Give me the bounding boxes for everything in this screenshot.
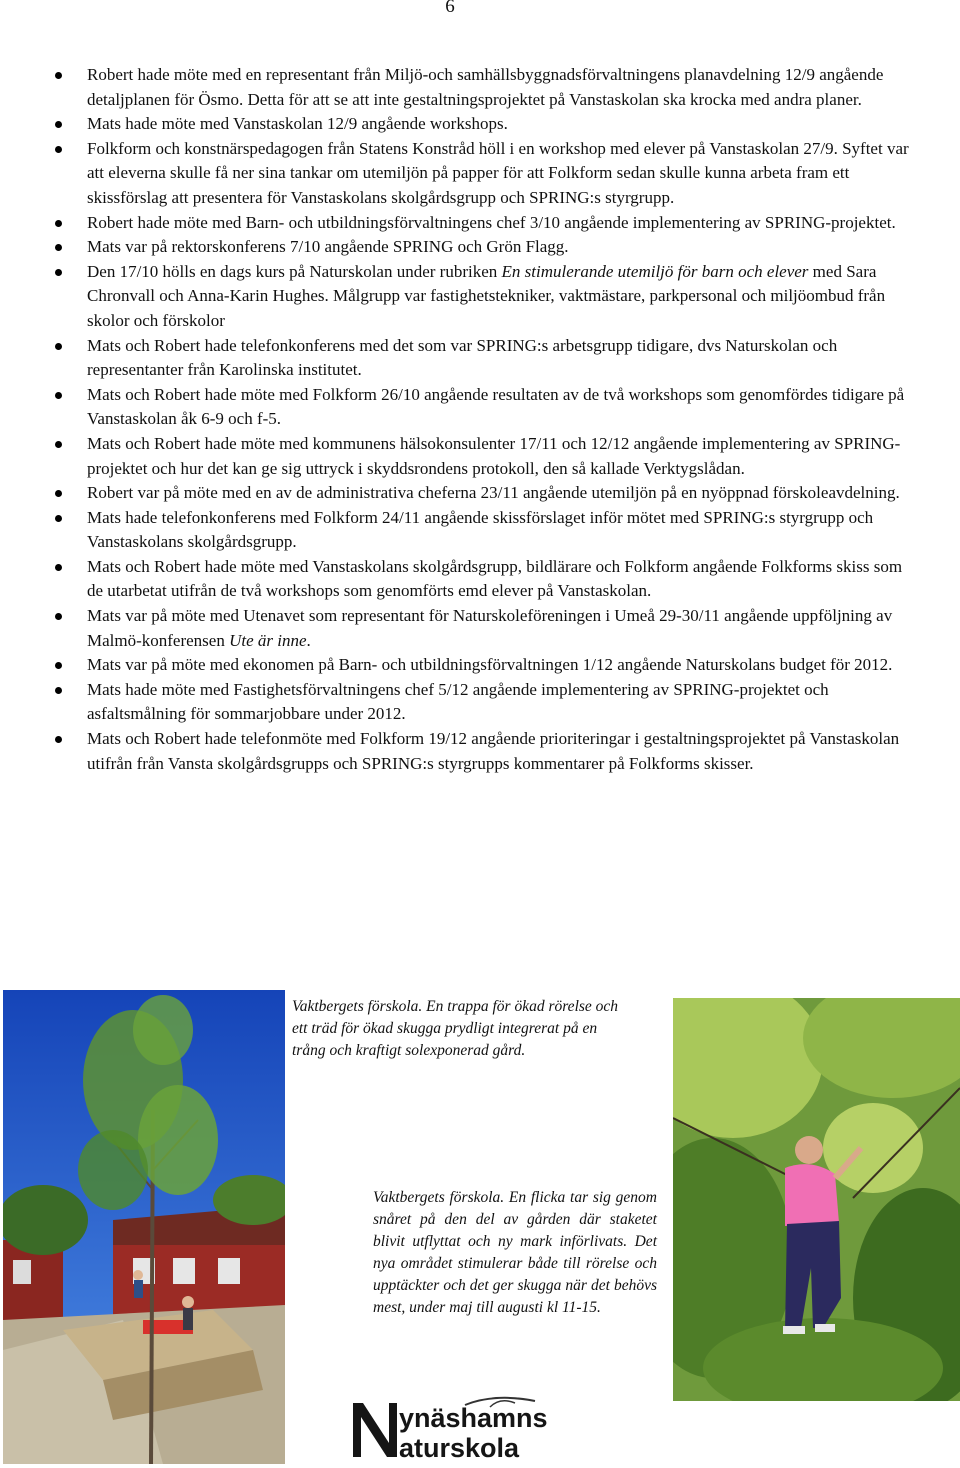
list-item: Robert hade möte med en representant från Miljö-och samhällsbyggnadsförvaltningens planavdelning 12/9 angående detaljplanen för Ösmo. Detta för att se att inte gestaltningsprojektet på Vanstaskolan ska krocka med andra planer.	[55, 63, 915, 112]
list-item: Mats och Robert hade telefonkonferens med det som var SPRING:s arbetsgrupp tidigare, dvs Naturskolan och representanter från Karolinska institutet.	[55, 334, 915, 383]
list-item: Robert hade möte med Barn- och utbildningsförvaltningens chef 3/10 angående implementering av SPRING-projektet.	[55, 211, 915, 236]
girl-in-thicket-photo	[673, 998, 960, 1401]
page-number: 6	[445, 0, 455, 17]
list-item: Mats och Robert hade möte med kommunens hälsokonsulenter 17/11 och 12/12 angående implementering av SPRING-projektet och hur det kan ge sig uttryck i skyddsrondens protokoll, den så kallade Verktygslådan.	[55, 432, 915, 481]
list-item: Mats hade telefonkonferens med Folkform 24/11 angående skissförslaget inför mötet med SPRING:s styrgrupp och Vanstaskolans skolgårdsgrupp.	[55, 506, 915, 555]
list-item: Den 17/10 hölls en dags kurs på Naturskolan under rubriken En stimulerande utemiljö för barn och elever med Sara Chronvall och Anna-Karin Hughes. Målgrupp var fastighetstekniker, vaktmästare, parkpersonal och miljöombud från skolor och förskolor	[55, 260, 915, 334]
logo-graphic	[345, 1395, 575, 1463]
list-item: Robert var på möte med en av de administrativa cheferna 23/11 angående utemiljön på en nyöppnad förskoleavdelning.	[55, 481, 915, 506]
preschool-yard-photo	[3, 990, 285, 1464]
list-item: Mats var på rektorskonferens 7/10 angående SPRING och Grön Flagg.	[55, 235, 915, 260]
activity-list	[55, 63, 915, 776]
photo-caption-left: Vaktbergets förskola. En trappa för ökad rörelse och ett träd för ökad skugga prydligt integrerat på en trång och kraftigt solexponerad gård.	[292, 998, 619, 1059]
list-item: Mats och Robert hade möte med Folkform 26/10 angående resultaten av de två workshops som genomfördes tidigare på Vanstaskolan åk 6-9 och f-5.	[55, 383, 915, 432]
preschool-yard-illustration	[3, 990, 285, 1464]
list-item: Mats var på möte med Utenavet som representant för Naturskoleföreningen i Umeå 29-30/11 angående uppföljning av Malmö-konferensen Ute är inne.	[55, 604, 915, 653]
list-item: Folkform och konstnärspedagogen från Statens Konstråd höll i en workshop med elever på Vanstaskolan 27/9. Syftet var att eleverna skulle få ner sina tankar om utemiljön på papper för att Folkform sedan skulle kunna arbeta fram ett skissförslag att presentera för Vanstaskolans skolgårdsgrupp och SPRING:s styrgrupp.	[55, 137, 915, 211]
list-item: Mats var på möte med ekonomen på Barn- och utbildningsförvaltningen 1/12 angående Naturskolans budget för 2012.	[55, 653, 915, 678]
thicket-illustration	[673, 998, 960, 1401]
nynashamns-naturskola-logo	[345, 1395, 575, 1463]
list-item: Mats och Robert hade möte med Vanstaskolans skolgårdsgrupp, bildlärare och Folkform angående Folkforms skiss som de utarbetat utifrån de två workshops som genomförts emd elever på Vanstaskolan.	[55, 555, 915, 604]
list-item: Mats och Robert hade telefonmöte med Folkform 19/12 angående prioriteringar i gestaltningsprojektet på Vanstaskolan utifrån från Vansta skolgårdsgrupps och SPRING:s styrgrupps kommentarer på Folkforms skisser.	[55, 727, 915, 776]
list-item: Mats hade möte med Fastighetsförvaltningens chef 5/12 angående implementering av SPRING-projektet och asfaltsmålning för sommarjobbare under 2012.	[55, 678, 915, 727]
svg-text:aturskola: aturskola	[399, 1433, 520, 1463]
photo-caption-right: Vaktbergets förskola. En flicka tar sig genom snåret på den del av gården där staketet blivit utflyttat och ny mark införlivats. Det nya området stimulerar både till rörelse och upptäckter och det ger skugga när det behövs mest, under maj till augusti kl 11-15.	[373, 1189, 657, 1316]
list-item: Mats hade möte med Vanstaskolan 12/9 angående workshops.	[55, 112, 915, 137]
svg-text:ynäshamns: ynäshamns	[399, 1403, 548, 1433]
